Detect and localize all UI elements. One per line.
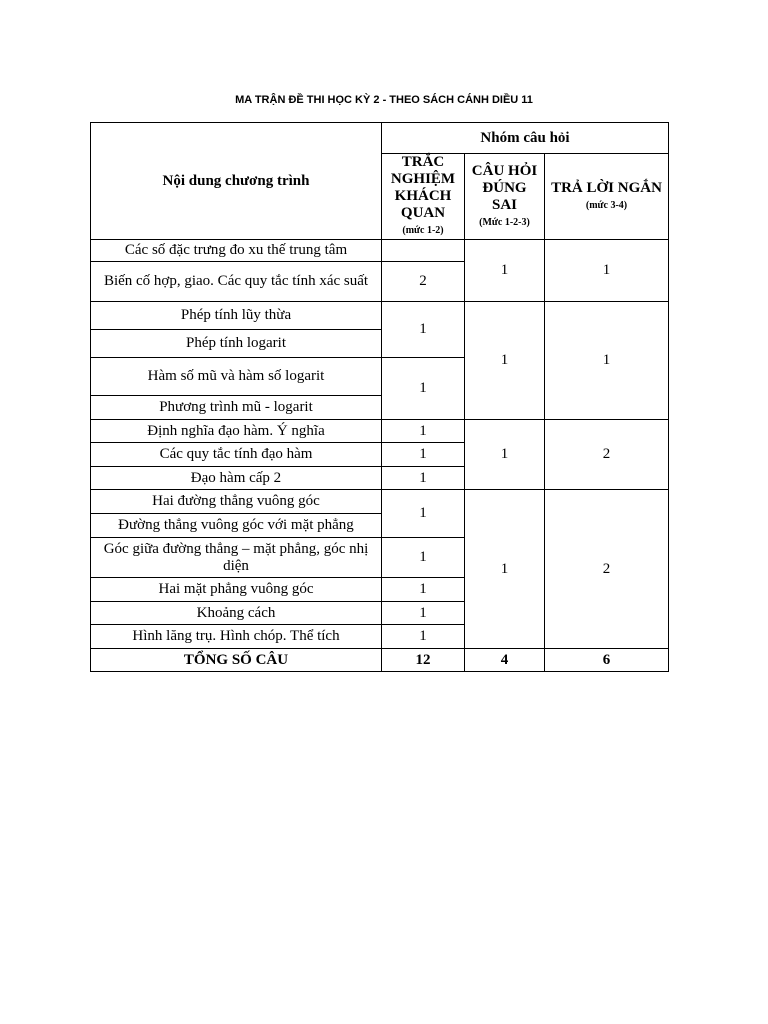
content-cell: Biến cố hợp, giao. Các quy tắc tính xác suất [91, 262, 382, 302]
total-tl: 6 [545, 649, 669, 672]
tn-cell: 2 [382, 262, 465, 302]
tn-cell: 1 [382, 625, 465, 649]
total-label: TỔNG SỐ CÂU [91, 649, 382, 672]
tn-cell: 1 [382, 420, 465, 443]
content-cell: Hàm số mũ và hàm số logarit [91, 358, 382, 396]
total-ds: 4 [465, 649, 545, 672]
content-cell: Các quy tắc tính đạo hàm [91, 443, 382, 467]
tn-cell: 1 [382, 602, 465, 625]
content-cell: Hình lăng trụ. Hình chóp. Thể tích [91, 625, 382, 649]
ds-cell: 1 [465, 490, 545, 649]
ds-cell: 1 [465, 420, 545, 490]
content-cell: Định nghĩa đạo hàm. Ý nghĩa [91, 420, 382, 443]
tn-cell: 1 [382, 578, 465, 602]
content-cell: Đạo hàm cấp 2 [91, 467, 382, 490]
content-cell: Các số đặc trưng đo xu thế trung tâm [91, 240, 382, 262]
tl-cell: 2 [545, 490, 669, 649]
content-cell: Khoảng cách [91, 602, 382, 625]
content-cell: Góc giữa đường thẳng – mặt phẳng, góc nhị diện [91, 538, 382, 578]
ds-cell: 1 [465, 240, 545, 302]
table-row [91, 420, 669, 443]
header-group-cell: Nhóm câu hỏi [382, 123, 669, 154]
tn-cell: 1 [382, 302, 465, 358]
tl-cell: 1 [545, 240, 669, 302]
header-content-cell: Nội dung chương trình [91, 123, 382, 240]
tn-cell: 1 [382, 538, 465, 578]
total-row [91, 649, 669, 672]
content-cell: Phép tính lũy thừa [91, 302, 382, 330]
content-cell: Hai đường thẳng vuông góc [91, 490, 382, 514]
ds-cell: 1 [465, 302, 545, 420]
header-tn-level: (mức 1-2) [402, 225, 444, 236]
tn-cell: 1 [382, 358, 465, 420]
table-row [91, 490, 669, 514]
header-ds-label: CÂU HỎI ĐÚNG SAI [471, 162, 538, 213]
header-ds-level: (Mức 1-2-3) [479, 216, 530, 228]
header-tl-level: (mức 3-4) [585, 199, 628, 211]
tl-cell: 1 [545, 302, 669, 420]
table-row [91, 302, 669, 330]
tn-cell: 1 [382, 443, 465, 467]
tl-cell: 2 [545, 420, 669, 490]
total-tn: 12 [382, 649, 465, 672]
table-row [91, 240, 669, 262]
header-row-1 [91, 123, 669, 154]
content-cell: Hai mặt phẳng vuông góc [91, 578, 382, 602]
exam-matrix-table [90, 122, 669, 672]
document-title: MA TRẬN ĐỀ THI HỌC KỲ 2 - THEO SÁCH CÁNH DIỀU 11 [235, 94, 533, 106]
tn-cell: 1 [382, 490, 465, 538]
header-ds-cell [465, 154, 545, 240]
header-tn-cell [382, 154, 465, 240]
header-tl-label: TRẢ LỜI NGẮN [551, 179, 662, 196]
tn-cell: 1 [382, 467, 465, 490]
content-cell: Phương trình mũ - logarit [91, 396, 382, 420]
header-tn-label: TRẮC NGHIỆM KHÁCH QUAN [390, 154, 456, 221]
tn-cell-empty [382, 240, 465, 262]
header-tl-cell [545, 154, 669, 240]
content-cell: Phép tính logarit [91, 330, 382, 358]
content-cell: Đường thẳng vuông góc với mặt phẳng [91, 514, 382, 538]
